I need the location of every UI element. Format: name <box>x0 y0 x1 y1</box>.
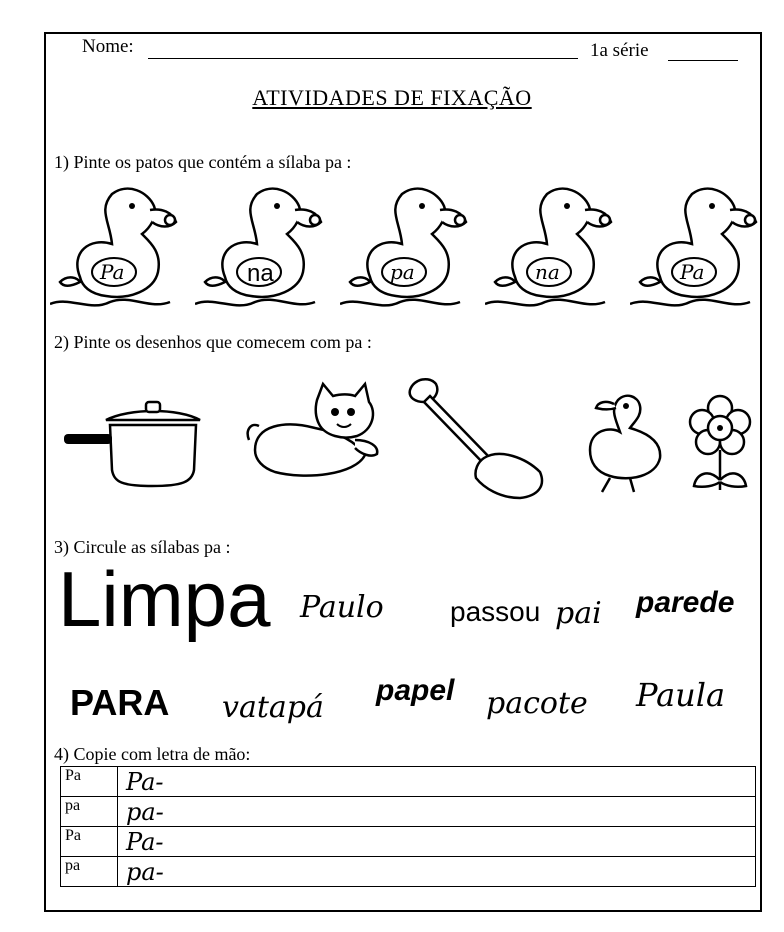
duck-syllable: na <box>535 260 560 284</box>
q1-instruction: 1) Pinte os patos que contém a sílaba pa : <box>54 152 352 172</box>
q2-instruction: 2) Pinte os desenhos que comecem com pa : <box>54 332 372 352</box>
handwriting-line[interactable]: Pa- <box>118 767 756 797</box>
cat-icon[interactable] <box>245 380 385 500</box>
duck-icon <box>485 182 625 322</box>
row-label: Pa <box>61 827 118 857</box>
word-paula[interactable]: Paula <box>636 676 726 714</box>
q4-instruction: 4) Copie com letra de mão: <box>54 744 251 764</box>
table-row <box>61 827 756 857</box>
shovel-icon[interactable] <box>400 370 560 510</box>
word-paulo[interactable]: Paulo <box>300 590 384 625</box>
duck-4[interactable] <box>485 182 625 322</box>
duck-syllable: na <box>247 260 274 287</box>
copy-table <box>60 766 756 887</box>
table-row <box>61 767 756 797</box>
duck-3[interactable] <box>340 182 480 322</box>
word-para[interactable]: PARA <box>70 682 170 723</box>
duck-syllable: Pa <box>680 260 705 284</box>
duck-icon <box>50 182 190 322</box>
duck-syllable: pa <box>390 260 415 284</box>
duck-5[interactable] <box>630 182 770 322</box>
duck-icon <box>340 182 480 322</box>
row-label: pa <box>61 797 118 827</box>
duck-2[interactable] <box>195 182 335 322</box>
word-pacote[interactable]: pacote <box>486 686 588 721</box>
name-row <box>82 36 134 58</box>
word-papel[interactable]: papel <box>376 674 455 707</box>
duck-1[interactable] <box>50 182 190 322</box>
duck-syllable: Pa <box>100 260 125 284</box>
duck-icon <box>630 182 770 322</box>
grade-label: 1a série <box>590 40 649 61</box>
page-title: ATIVIDADES DE FIXAÇÃO <box>252 85 532 110</box>
name-label: Nome: <box>82 36 134 57</box>
pot-icon[interactable] <box>60 390 205 500</box>
handwriting-line[interactable]: Pa- <box>118 827 756 857</box>
duck-icon[interactable] <box>570 380 670 500</box>
grade-blank-line[interactable] <box>668 60 738 61</box>
table-row <box>61 857 756 887</box>
word-limpa[interactable]: Limpa <box>58 555 271 643</box>
handwriting-line[interactable]: pa- <box>118 797 756 827</box>
word-parede[interactable]: parede <box>636 586 735 619</box>
q3-instruction: 3) Circule as sílabas pa : <box>54 537 231 557</box>
word-passou[interactable]: passou <box>450 596 541 627</box>
row-label: Pa <box>61 767 118 797</box>
table-row <box>61 797 756 827</box>
word-vatapa[interactable]: vatapá <box>222 690 324 725</box>
pictures-row <box>60 370 760 510</box>
word-pai[interactable]: pai <box>555 596 602 631</box>
row-label: pa <box>61 857 118 887</box>
ducks-row <box>50 182 750 322</box>
duck-icon <box>195 182 335 322</box>
handwriting-line[interactable]: pa- <box>118 857 756 887</box>
name-blank-line[interactable] <box>148 58 578 59</box>
flower-icon[interactable] <box>680 390 760 500</box>
